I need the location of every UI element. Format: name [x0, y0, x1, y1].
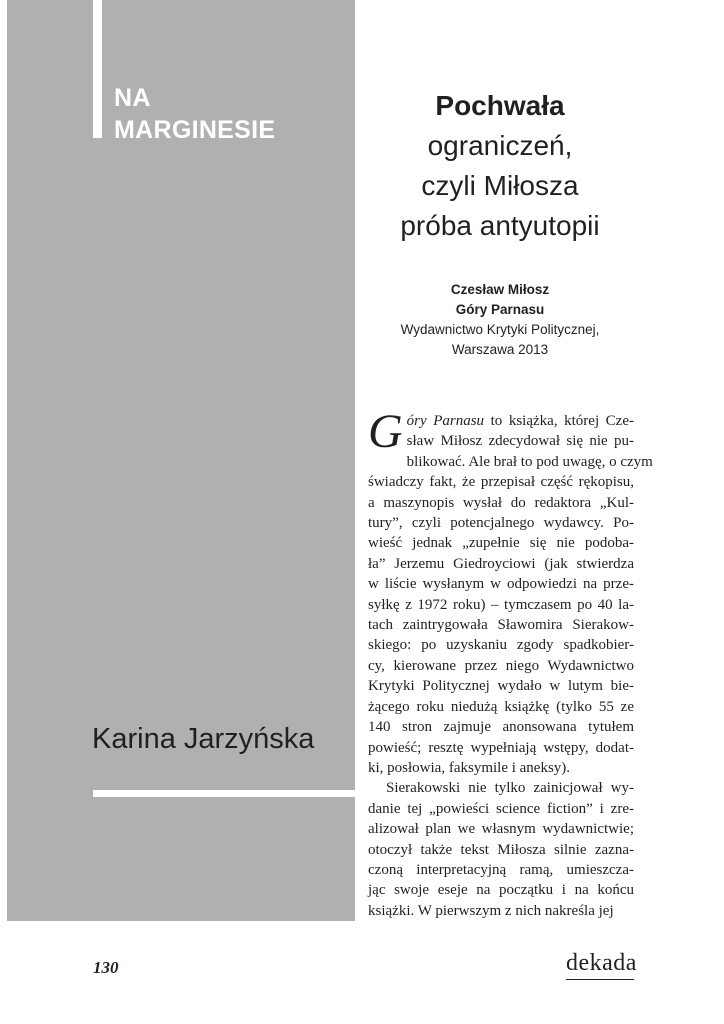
body-line: książki. W pierwszym z nich nakreśla jej: [368, 902, 614, 919]
divider-strip: [93, 790, 355, 797]
body-line: a maszynopis wysłał do redaktora „Kul-: [368, 494, 634, 511]
page-number: 130: [93, 958, 119, 977]
body-line: wieść jednak „zupełnie się nie podoba-: [368, 535, 634, 552]
title-line2: ograniczeń,: [427, 130, 573, 161]
body-line: świadczy fakt, że przepisał część rękopisu,: [368, 474, 634, 491]
journal-logo-underline: [566, 979, 634, 980]
book-place-year: Warszawa 2013: [451, 342, 549, 357]
title-line1: Pochwała: [435, 90, 565, 121]
article-title: [375, 86, 625, 246]
body-line: tury”, czyli potencjalnego wydawcy. Po-: [368, 515, 634, 532]
body-line: syłkę z 1972 roku) – tymczasem po 40 la-: [368, 596, 634, 613]
body-line: alizował plan we własnym wydawnictwie;: [368, 821, 634, 838]
drop-cap: G: [368, 405, 403, 458]
title-line3: czyli Miłosza: [421, 170, 579, 201]
body-line-first: [368, 411, 634, 431]
journal-logo: dekada: [566, 950, 637, 976]
body-line: 140 stron zajmuje anonsowana tytułem: [368, 719, 634, 736]
body-line: Krytyki Politycznej wydało w lutym bie-: [368, 678, 634, 695]
title-line4: próba antyutopii: [400, 210, 600, 241]
body-line: ła” Jerzemu Giedroyciowi (jak stwierdza: [368, 555, 634, 572]
section-label-line2: MARGINESIE: [114, 116, 276, 144]
body-line: w liście wysłanym w odpowiedzi na prze-: [368, 576, 634, 593]
body-line: ki, posłowia, faksymile i aneksy).: [368, 759, 571, 776]
first-line-rest: to książka, której Cze-: [484, 413, 634, 429]
body-line: skiego: po uzyskaniu zgody spadkobier-: [368, 637, 634, 654]
section-marker-bar: [93, 0, 102, 138]
book-title: Góry Parnasu: [455, 302, 545, 317]
book-title-inline: óry Parnasu: [406, 413, 485, 429]
body-line: powieść; resztę wypełniają wstępy, dodat-: [368, 739, 634, 756]
body-line: cy, kierowane przez niego Wydawnictwo: [368, 657, 634, 674]
body-line: otoczył także tekst Miłosza silnie zazna-: [368, 841, 634, 858]
paragraph-2: [368, 778, 634, 921]
book-info: [375, 280, 625, 360]
body-line: tach zaintrygowała Sławomira Sierakow-: [368, 617, 634, 634]
body-line: Sierakowski nie tylko zainicjował wy-: [386, 780, 634, 797]
section-label: [114, 82, 275, 146]
book-publisher: Wydawnictwo Krytyki Politycznej,: [400, 322, 600, 337]
body-line: czoną interpretacyjną ramą, umieszcza-: [368, 861, 634, 878]
article-body: [368, 405, 653, 921]
paragraph-1: [368, 431, 653, 778]
book-author: Czesław Miłosz: [450, 282, 550, 297]
body-line: sław Miłosz zdecydował się nie pu-: [406, 433, 634, 450]
article-author: Karina Jarzyńska: [92, 723, 315, 755]
body-line: jąc swoje eseje na początku i na końcu: [368, 882, 634, 899]
body-line: danie tej „powieści science fiction” i zre-: [368, 800, 634, 817]
section-label-line1: NA: [114, 84, 151, 112]
body-line: żącego roku niedużą książkę (tylko 55 ze: [368, 698, 634, 715]
body-line: blikować. Ale brał to pod uwagę, o czym: [406, 453, 653, 470]
